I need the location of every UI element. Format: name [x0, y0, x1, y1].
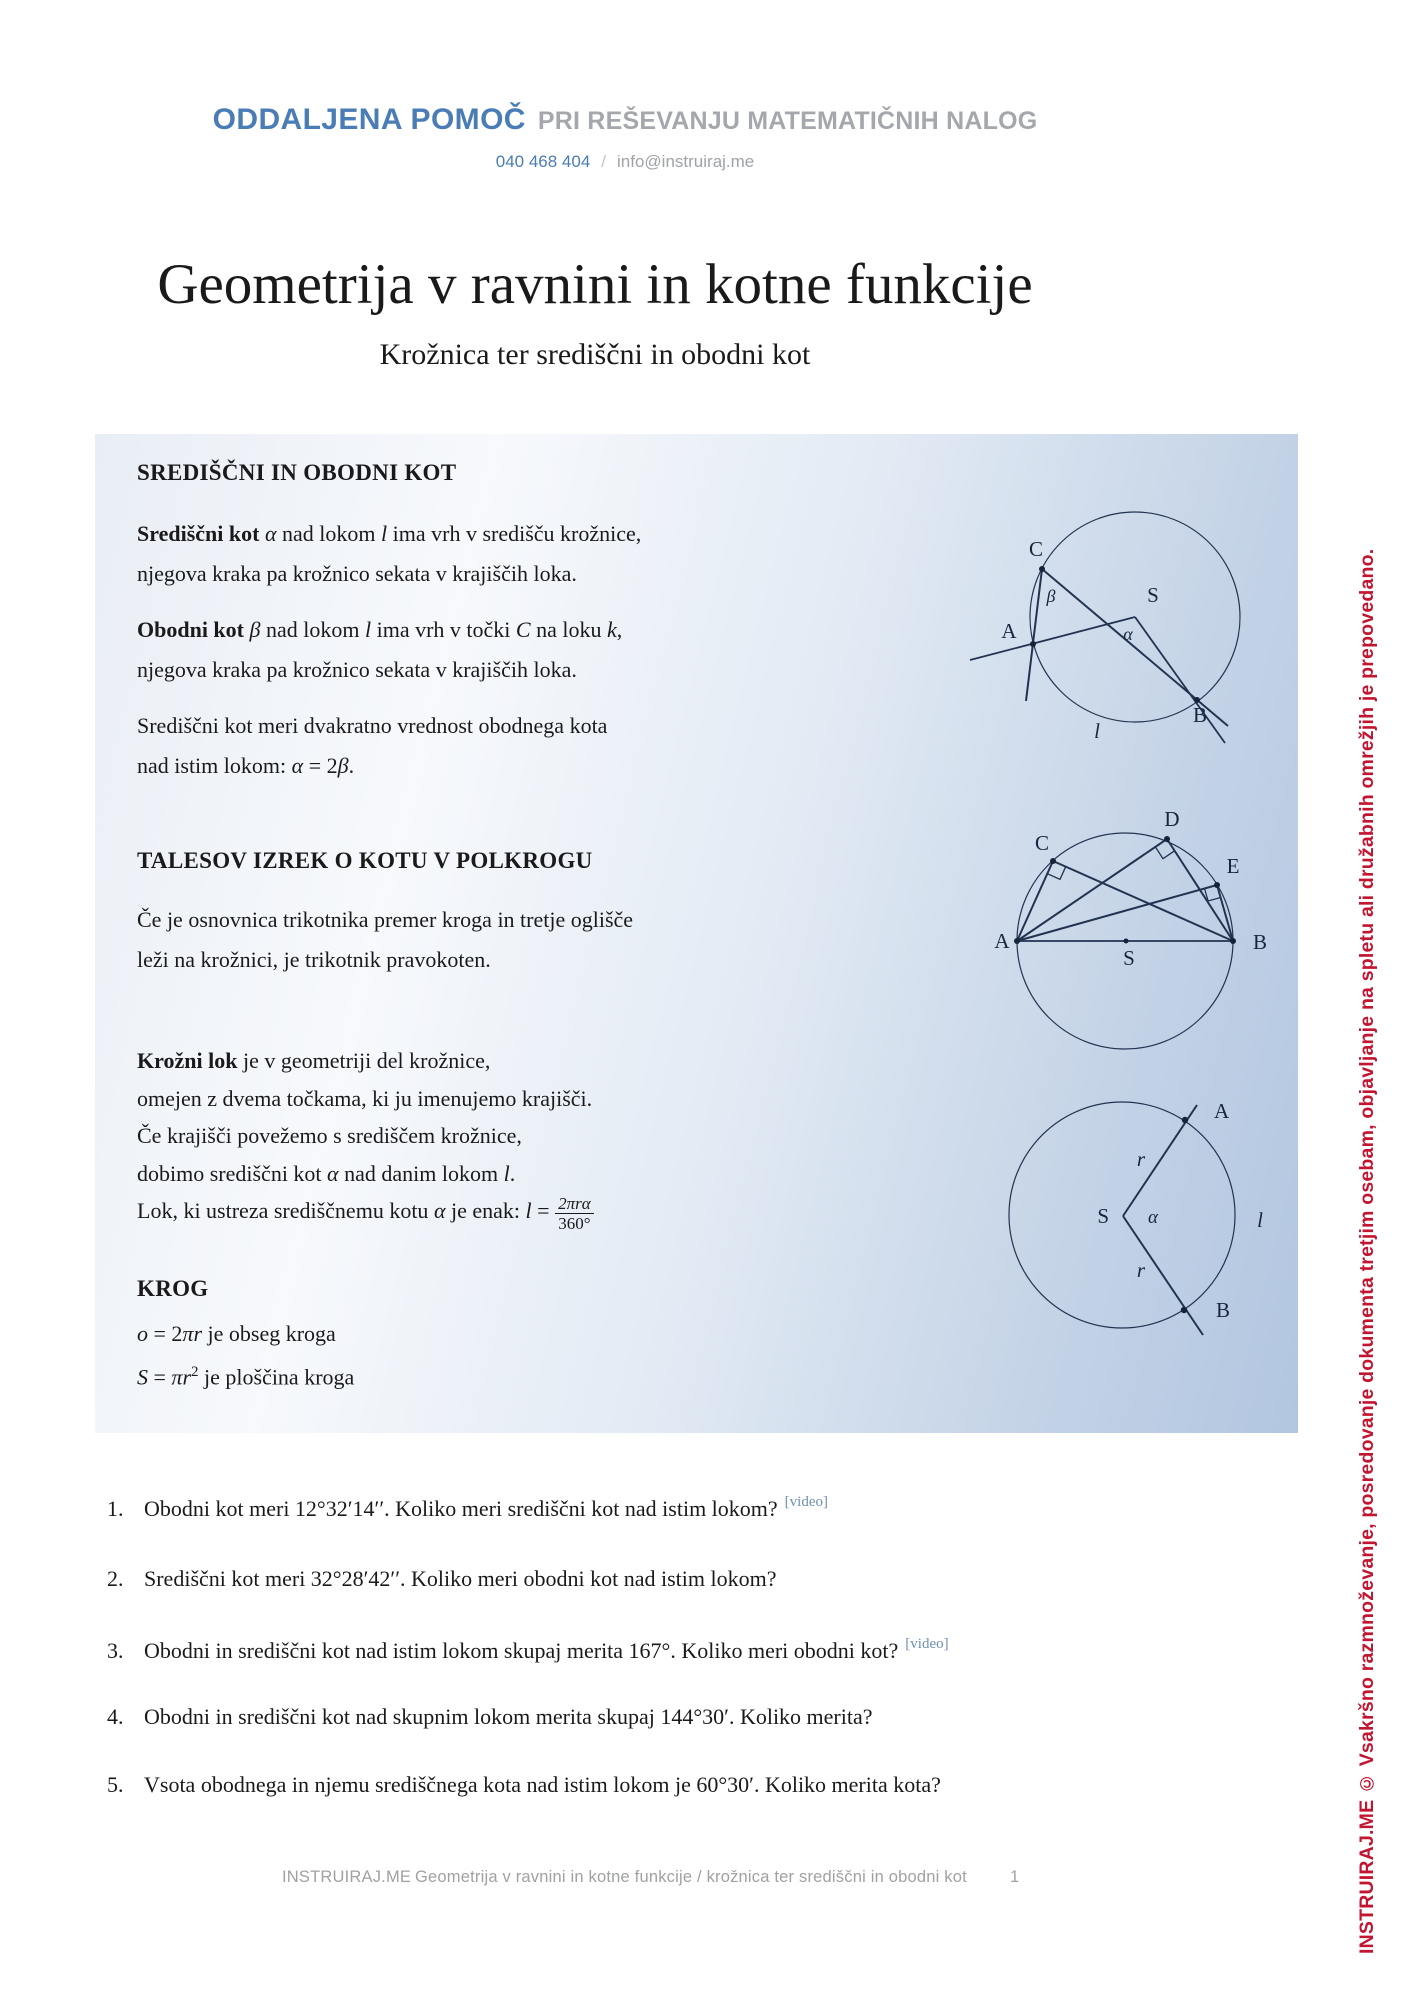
label-r-upper: r	[1136, 1147, 1146, 1171]
exercise-number: 1.	[107, 1496, 124, 1521]
label-r-lower: r	[1136, 1258, 1146, 1282]
ray-SA-extended	[970, 617, 1135, 660]
label-beta: β	[1046, 586, 1056, 606]
copyright-side-note: INSTRUIRAJ.ME © Vsakršno razmnoževanje, posredovanje dokumenta tretjim osebam, objavljanje na spletu ali družabnih omrežjih je prepovedano.	[1356, 548, 1378, 1954]
segment-EB	[1217, 885, 1233, 941]
section-heading-central-inscribed-angle: SREDIŠČNI IN OBODNI KOT	[137, 460, 457, 485]
formula-circumference: o = 2πr je obseg kroga	[137, 1321, 336, 1346]
brand-tagline: PRI REŠEVANJU MATEMATIČNIH NALOG	[537, 107, 1038, 135]
theory-box	[95, 434, 1298, 1433]
label-A: A	[1001, 619, 1017, 643]
section-heading-circle: KROG	[137, 1276, 209, 1301]
paragraph-thales: Če je osnovnica trikotnika premer kroga in tretje oglišče leži na krožnici, je trikotnik pravokoten.	[137, 907, 634, 972]
exercise-item-5	[107, 1772, 941, 1798]
label-B: B	[1216, 1298, 1231, 1322]
footer-page-number: 1	[1010, 1868, 1020, 1886]
header	[0, 103, 1250, 137]
label-S: S	[1097, 1204, 1109, 1228]
paragraph-arc: Krožni lok je v geometriji del krožnice, omejen z dvema točkama, ki ju imenujemo krajišči. Če krajišči povežemo s središčem krožnice, dobimo središčni kot α nad danim lokom l. Lok, ki ustreza središčnemu kotu α je enak: l = $\frac{\text{2πrα}}{360^\circ}$	[137, 1048, 593, 1234]
exercise-number: 2.	[107, 1566, 124, 1591]
video-link[interactable]: [video]	[905, 1636, 949, 1652]
phone-number: 040 468 404	[495, 152, 591, 171]
segment-AE	[1017, 885, 1217, 941]
label-alpha: α	[1148, 1207, 1158, 1228]
center-S-dot	[1124, 939, 1129, 944]
label-D: D	[1164, 807, 1180, 831]
label-l: l	[1257, 1208, 1263, 1232]
label-A: A	[994, 929, 1010, 953]
label-B: B	[1252, 930, 1268, 954]
right-angle-mark-D	[1155, 847, 1174, 859]
contact-separator: /	[601, 152, 607, 171]
contact-line	[0, 152, 1250, 172]
brand-name: ODDALJENA POMOČ	[212, 103, 526, 136]
point-C-dot	[1039, 566, 1045, 572]
point-A-dot	[1030, 641, 1036, 647]
paragraph-angle-relation: Središčni kot meri dvakratno vrednost obodnega kota nad istim lokom: α = 2β.	[137, 713, 608, 778]
exercise-text: Obodni in središčni kot nad skupnim lokom merita skupaj 144°30′. Koliko merita?	[144, 1704, 873, 1729]
label-A: A	[1214, 1099, 1230, 1123]
point-B-dot	[1181, 1307, 1187, 1313]
exercise-item-4	[107, 1704, 873, 1730]
point-A-dot	[1182, 1117, 1188, 1123]
label-l: l	[1094, 719, 1100, 743]
label-C: C	[1028, 537, 1044, 561]
formula-area: $S = \pi r^2$ je ploščina kroga	[137, 1364, 355, 1390]
label-S: S	[1147, 583, 1159, 607]
paragraph-inscribed-angle: Obodni kot β nad lokom l ima vrh v točki C na loku k, njegova kraka pa krožnico sekata v krajiščih loka.	[137, 617, 623, 682]
radius-SB-extended	[1123, 1216, 1203, 1335]
exercise-text: Vsota obodnega in njemu središčnega kota nad istim lokom je 60°30′. Koliko merita kota?	[144, 1772, 941, 1797]
label-S: S	[1123, 946, 1135, 970]
paragraph-central-angle: Središčni kot α nad lokom l ima vrh v središču krožnice, njegova kraka pa krožnico sekata v krajiščih loka.	[137, 521, 642, 586]
label-B: B	[1192, 703, 1208, 727]
email-address: info@instruiraj.me	[617, 152, 755, 171]
page-title: Geometrija v ravnini in kotne funkcije	[157, 253, 1033, 316]
exercise-item-2	[107, 1566, 776, 1592]
label-alpha: α	[1123, 624, 1133, 644]
section-heading-thales: TALESOV IZREK O KOTU V POLKROGU	[137, 848, 593, 873]
exercise-text: Središčni kot meri 32°28′42′′. Koliko meri obodni kot nad istim lokom?	[144, 1566, 777, 1591]
diagram-thales	[990, 800, 1310, 1080]
footer-title: Geometrija v ravnini in kotne funkcije / krožnica ter središčni in obodni kot	[415, 1868, 967, 1886]
label-C: C	[1034, 831, 1050, 855]
page-subtitle: Krožnica ter središčni in obodni kot	[379, 338, 811, 371]
exercise-text: Obodni in središčni kot nad istim lokom skupaj merita 167°. Koliko meri obodni kot?	[144, 1638, 899, 1663]
point-C-dot	[1050, 858, 1056, 864]
exercise-number: 4.	[107, 1704, 124, 1729]
diagram-central-inscribed-angle	[950, 470, 1280, 760]
exercise-item-1	[107, 1494, 828, 1522]
circle-outline	[1009, 1102, 1235, 1328]
footer-site: INSTRUIRAJ.ME	[282, 1868, 412, 1886]
label-E: E	[1226, 854, 1240, 878]
video-link[interactable]: [video]	[784, 1494, 828, 1510]
point-D-dot	[1164, 836, 1170, 842]
exercise-number: 3.	[107, 1638, 124, 1663]
diagram-arc-central-angle	[990, 1080, 1320, 1370]
exercise-text: Obodni kot meri 12°32′14′′. Koliko meri središčni kot nad istim lokom?	[144, 1496, 778, 1521]
exercise-number: 5.	[107, 1772, 124, 1797]
ray-SB-extended	[1135, 617, 1225, 743]
exercise-item-3	[107, 1636, 949, 1664]
point-B-dot	[1230, 938, 1236, 944]
point-E-dot	[1214, 882, 1220, 888]
point-A-dot	[1014, 938, 1020, 944]
